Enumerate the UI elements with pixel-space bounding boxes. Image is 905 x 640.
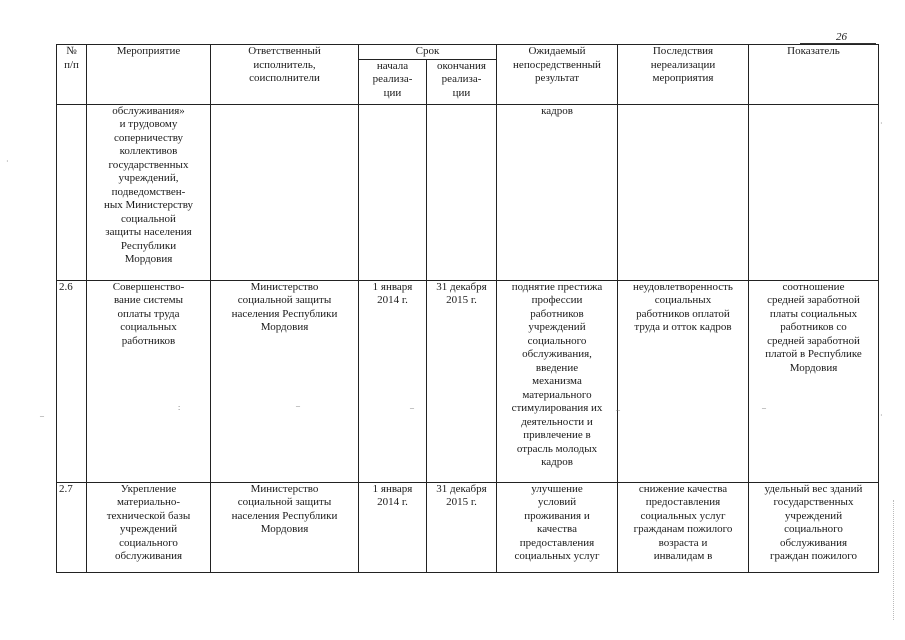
row-responsible: Министерство социальной защиты населения Республики Мордовия (211, 482, 359, 572)
row-indicator (749, 104, 879, 280)
scan-artifact: – (616, 405, 620, 414)
scan-artifact: · (880, 119, 883, 128)
row-num: 2.6 (57, 280, 87, 482)
row-consequences (618, 104, 749, 280)
row-consequences: неудовлетворенность социальных работников оплатой труда и отток кадров (618, 280, 749, 482)
header-term: Срок (359, 45, 497, 60)
row-start: 1 января 2014 г. (359, 280, 427, 482)
row-indicator: соотношение средней заработной платы социальных работников со средней заработной платой в Республике Мордовия (749, 280, 879, 482)
header-consequences: Последствия нереализации мероприятия (618, 45, 749, 105)
table-row (57, 482, 879, 572)
scan-artifact: · (880, 411, 883, 420)
row-num: 2.7 (57, 482, 87, 572)
row-expected: улучшение условий проживания и качества предоставления социальных услуг (497, 482, 618, 572)
header-expected-result: Ожидаемый непосредственный результат (497, 45, 618, 105)
scan-artifact: – (762, 403, 766, 412)
row-end: 31 декабря 2015 г. (427, 280, 497, 482)
row-responsible (211, 104, 359, 280)
row-start: 1 января 2014 г. (359, 482, 427, 572)
margin-scan-mark (893, 500, 900, 620)
row-expected: поднятие престижа профессии работников учреждений социального обслуживания, введение механизма материального стимулирования их деятельности и привлечение в отрасль молодых кадров (497, 280, 618, 482)
row-start (359, 104, 427, 280)
header-responsible: Ответственный исполнитель, соисполнители (211, 45, 359, 105)
row-responsible: Министерство социальной защиты населения Республики Мордовия (211, 280, 359, 482)
table-row (57, 104, 879, 280)
row-consequences: снижение качества предоставления социальных услуг гражданам пожилого возраста и инвалидам в (618, 482, 749, 572)
action-plan-table (56, 44, 879, 573)
header-num: № п/п (57, 45, 87, 105)
row-end: 31 декабря 2015 г. (427, 482, 497, 572)
row-event: Укрепление материально- технической базы учреждений социального обслуживания (87, 482, 211, 572)
row-indicator: удельный вес зданий государственных учреждений социального обслуживания граждан пожилого (749, 482, 879, 572)
row-end (427, 104, 497, 280)
header-indicator: Показатель (749, 45, 879, 105)
scan-artifact: – (40, 411, 44, 420)
header-row-1 (57, 45, 879, 60)
row-event: обслуживания» и трудовому соперничеству коллективов государственных учреждений, подведомствен- ных Министерству социальной защиты населения Республики Мордовия (87, 104, 211, 280)
row-num (57, 104, 87, 280)
scan-artifact: – (296, 401, 300, 410)
row-expected: кадров (497, 104, 618, 280)
scan-artifact: – (410, 403, 414, 412)
row-event: Совершенство- вание системы оплаты труда социальных работников (87, 280, 211, 482)
table-row (57, 280, 879, 482)
header-term-start: начала реализа- ции (359, 59, 427, 104)
header-term-end: окончания реализа- ции (427, 59, 497, 104)
scan-artifact: · (6, 157, 9, 166)
header-event: Мероприятие (87, 45, 211, 105)
scan-artifact: : (178, 403, 181, 412)
page-number: 26 (836, 31, 847, 43)
